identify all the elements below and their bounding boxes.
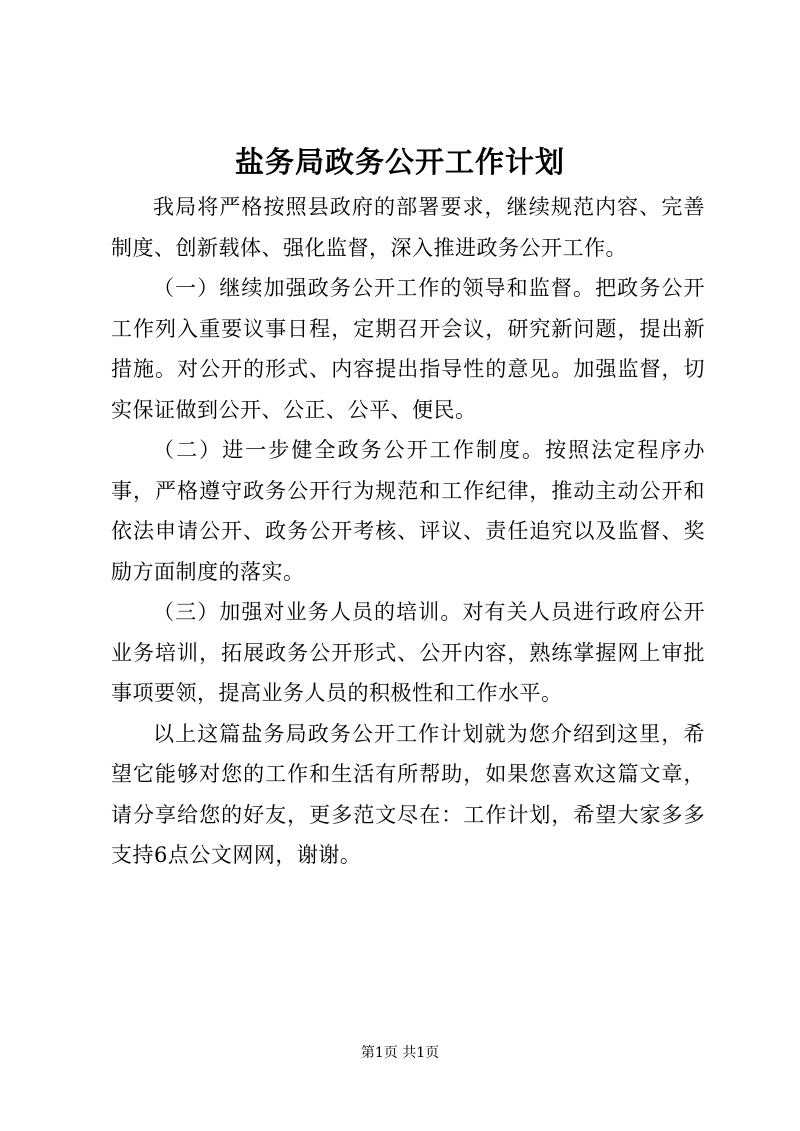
closing-paragraph: 以上这篇盐务局政务公开工作计划就为您介绍到这里，希望它能够对您的工作和生活有所帮助，如果您喜欢这篇文章，请分享给您的好友，更多范文尽在：工作计划，希望大家多多支持6点公文网网，谢谢。 (111, 721, 705, 867)
document-body (111, 187, 705, 876)
intro-paragraph: 我局将严格按照县政府的部署要求，继续规范内容、完善制度、创新载体、强化监督，深入推进政务公开工作。 (111, 195, 705, 260)
section-two-paragraph: （二）进一步健全政务公开工作制度。按照法定程序办事，严格遵守政务公开行为规范和工作纪律，推动主动公开和依法申请公开、政务公开考核、评议、责任追究以及监督、奖励方面制度的落实。 (111, 438, 705, 584)
section-three-paragraph: （三）加强对业务人员的培训。对有关人员进行政府公开业务培训，拓展政务公开形式、公开内容，熟练掌握网上审批事项要领，提高业务人员的积极性和工作水平。 (111, 600, 705, 705)
page-number-footer: 第1页 共1页 (360, 1045, 440, 1061)
document-title: 盐务局政务公开工作计划 (234, 145, 565, 179)
section-one-paragraph: （一）继续加强政务公开工作的领导和监督。把政务公开工作列入重要议事日程，定期召开会议，研究新问题，提出新措施。对公开的形式、内容提出指导性的意见。加强监督，切实保证做到公开、公正、公平、便民。 (111, 276, 705, 422)
